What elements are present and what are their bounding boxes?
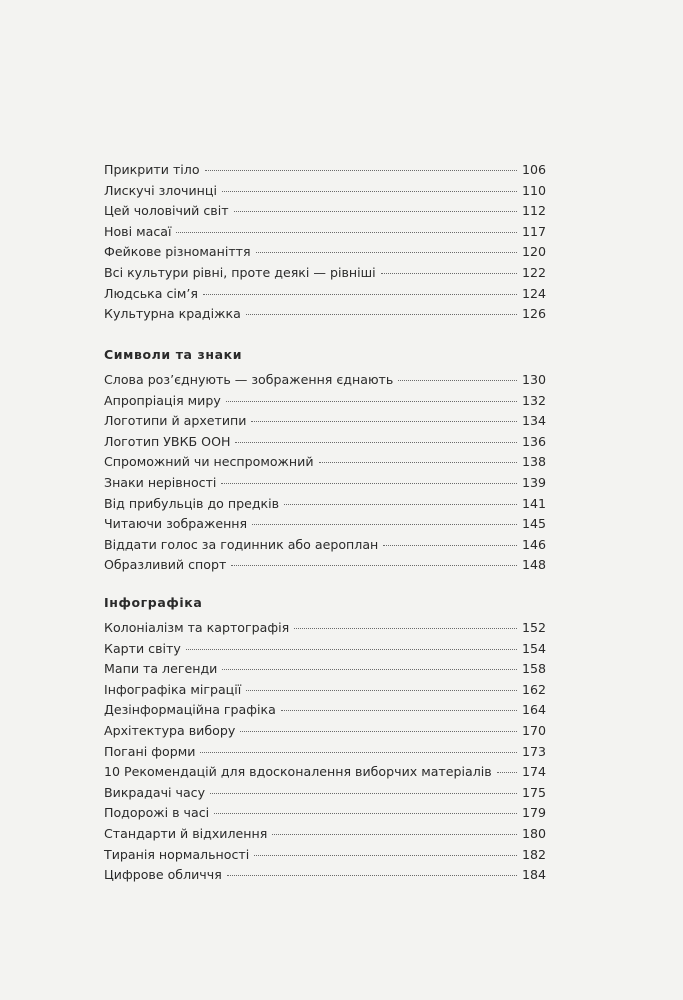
- dot-leader: [200, 752, 517, 753]
- toc-entry-page-number: 174: [521, 764, 546, 780]
- toc-entry-page-number: 139: [521, 474, 546, 490]
- toc-entry[interactable]: [104, 304, 546, 325]
- dot-leader: [251, 421, 516, 422]
- dot-leader: [284, 504, 517, 505]
- toc-entry[interactable]: [104, 721, 546, 742]
- toc-entry-page-number: 152: [521, 620, 546, 635]
- dot-leader: [205, 170, 517, 171]
- toc-entry-title: Логотипи й архетипи: [104, 413, 247, 429]
- toc-entry[interactable]: [104, 659, 546, 680]
- section-title: Символи та знаки: [104, 347, 243, 362]
- toc-entry-page-number: 154: [521, 640, 546, 656]
- toc-entry[interactable]: [104, 242, 546, 263]
- toc-entry-title: Архітектура вибору: [104, 722, 236, 738]
- toc-entry-page-number: 170: [521, 722, 546, 738]
- toc-entry[interactable]: [104, 700, 546, 721]
- toc-entry[interactable]: [104, 284, 546, 305]
- toc-entry[interactable]: [104, 865, 546, 886]
- toc-entry-title: Мапи та легенди: [104, 661, 218, 677]
- dot-leader: [176, 232, 516, 233]
- toc-entry-title: Спроможний чи неспроможний: [104, 454, 314, 470]
- toc-entry-page-number: 148: [521, 557, 546, 573]
- toc-section-infographics: [104, 592, 546, 886]
- toc-entry-page-number: 162: [521, 681, 546, 697]
- toc-entry[interactable]: [104, 639, 546, 660]
- toc-entry-title: Фейкове різноманіття: [104, 244, 251, 260]
- toc-entry[interactable]: [104, 370, 546, 391]
- toc-entry-page-number: 134: [521, 413, 546, 429]
- toc-entry[interactable]: [104, 845, 546, 866]
- toc-entry[interactable]: [104, 680, 546, 701]
- toc-entry[interactable]: [104, 762, 546, 783]
- toc-entry-page-number: 120: [521, 244, 546, 260]
- toc-entry-title: Лискучі злочинці: [104, 182, 217, 198]
- dot-leader: [231, 565, 517, 566]
- toc-section-continued: [104, 160, 546, 325]
- toc-entry-title: 10 Рекомендацій для вдосконалення виборчих матеріалів: [104, 764, 492, 780]
- toc-entry-page-number: 110: [521, 182, 546, 198]
- toc-entry-page-number: 117: [521, 223, 546, 239]
- toc-entry-page-number: 175: [521, 784, 546, 800]
- toc-entry-page-number: 184: [521, 867, 546, 883]
- toc-entry[interactable]: [104, 391, 546, 412]
- dot-leader: [254, 855, 517, 856]
- toc-entry-page-number: 180: [521, 825, 546, 841]
- dot-leader: [235, 442, 517, 443]
- toc-entry-title: Прикрити тіло: [104, 162, 200, 177]
- dot-leader: [221, 483, 517, 484]
- toc-entry-page-number: 164: [521, 702, 546, 718]
- dot-leader: [252, 524, 517, 525]
- toc-entry-page-number: 173: [521, 743, 546, 759]
- toc-entry-title: Дезінформаційна графіка: [104, 702, 276, 718]
- toc-entry-title: Колоніалізм та картографія: [104, 620, 290, 635]
- dot-leader: [246, 314, 517, 315]
- toc-entry[interactable]: [104, 494, 546, 515]
- dot-leader: [203, 294, 517, 295]
- dot-leader: [246, 690, 517, 691]
- dot-leader: [281, 710, 517, 711]
- toc-entry-title: Культурна крадіжка: [104, 306, 241, 322]
- toc-entry[interactable]: [104, 160, 546, 181]
- dot-leader: [272, 834, 517, 835]
- toc-entry-title: Образливий спорт: [104, 557, 227, 573]
- toc-entry[interactable]: [104, 411, 546, 432]
- toc-entry[interactable]: [104, 803, 546, 824]
- toc-entry[interactable]: [104, 555, 546, 576]
- dot-leader: [226, 401, 517, 402]
- toc-entry-title: Знаки нерівності: [104, 474, 217, 490]
- toc-entry-title: Цей чоловічий світ: [104, 203, 229, 219]
- toc-entry-page-number: 106: [521, 162, 546, 177]
- dot-leader: [186, 649, 517, 650]
- toc-entry-page-number: 158: [521, 661, 546, 677]
- toc-entry-title: Погані форми: [104, 743, 196, 759]
- toc-entry-title: Подорожі в часі: [104, 805, 210, 821]
- toc-entry-page-number: 146: [521, 536, 546, 552]
- toc-entry[interactable]: [104, 201, 546, 222]
- toc-entry-title: Від прибульців до предків: [104, 495, 280, 511]
- section-title: Інфографіка: [104, 595, 203, 610]
- toc-entry-title: Інфографіка міграції: [104, 681, 242, 697]
- dot-leader: [214, 813, 517, 814]
- dot-leader: [210, 793, 517, 794]
- toc-entry[interactable]: [104, 222, 546, 243]
- toc-entry-title: Тиранія нормальності: [104, 846, 250, 862]
- dot-leader: [398, 380, 517, 381]
- toc-entry-title: Читаючи зображення: [104, 516, 248, 532]
- toc-entry-title: Слова роз’єднують — зображення єднають: [104, 372, 394, 387]
- toc-entry-title: Викрадачі часу: [104, 784, 206, 800]
- toc-entry[interactable]: [104, 618, 546, 639]
- toc-entry-page-number: 132: [521, 392, 546, 408]
- dot-leader: [234, 211, 517, 212]
- toc-entry[interactable]: [104, 783, 546, 804]
- dot-leader: [227, 875, 517, 876]
- toc-entry[interactable]: [104, 181, 546, 202]
- toc-entry-page-number: 112: [521, 203, 546, 219]
- toc-entry-page-number: 124: [521, 285, 546, 301]
- dot-leader: [222, 669, 517, 670]
- dot-leader: [256, 252, 517, 253]
- toc-entry-page-number: 138: [521, 454, 546, 470]
- toc-entry-page-number: 136: [521, 433, 546, 449]
- dot-leader: [240, 731, 517, 732]
- dot-leader: [497, 772, 517, 773]
- toc-entry-title: Логотип УВКБ ООН: [104, 433, 231, 449]
- toc-entry-title: Нові масаї: [104, 223, 172, 239]
- toc-entry[interactable]: [104, 742, 546, 763]
- dot-leader: [383, 545, 517, 546]
- toc-entry-page-number: 182: [521, 846, 546, 862]
- toc-entry-title: Всі культури рівні, проте деякі — рівніші: [104, 264, 376, 280]
- toc-entry-title: Цифрове обличчя: [104, 867, 222, 883]
- toc-entry[interactable]: [104, 263, 546, 284]
- toc-entry-title: Карти світу: [104, 640, 181, 656]
- toc-entry[interactable]: [104, 473, 546, 494]
- dot-leader: [222, 191, 517, 192]
- toc-section-symbols: [104, 344, 546, 576]
- toc-entry-page-number: 145: [521, 516, 546, 532]
- toc-entry-title: Стандарти й відхилення: [104, 825, 268, 841]
- toc-entry-page-number: 122: [521, 264, 546, 280]
- dot-leader: [319, 462, 517, 463]
- toc-entry[interactable]: [104, 514, 546, 535]
- toc-entry-title: Віддати голос за годинник або аероплан: [104, 536, 379, 552]
- toc-entry[interactable]: [104, 452, 546, 473]
- toc-entry-title: Апропріація миру: [104, 392, 221, 408]
- dot-leader: [294, 628, 517, 629]
- toc-entry-page-number: 179: [521, 805, 546, 821]
- toc-entry-title: Людська сім’я: [104, 285, 198, 301]
- toc-entry[interactable]: [104, 535, 546, 556]
- toc-entry-page-number: 130: [521, 372, 546, 387]
- dot-leader: [381, 273, 517, 274]
- toc-entry-page-number: 126: [521, 306, 546, 322]
- toc-entry[interactable]: [104, 824, 546, 845]
- toc-entry[interactable]: [104, 432, 546, 453]
- toc-entry-page-number: 141: [521, 495, 546, 511]
